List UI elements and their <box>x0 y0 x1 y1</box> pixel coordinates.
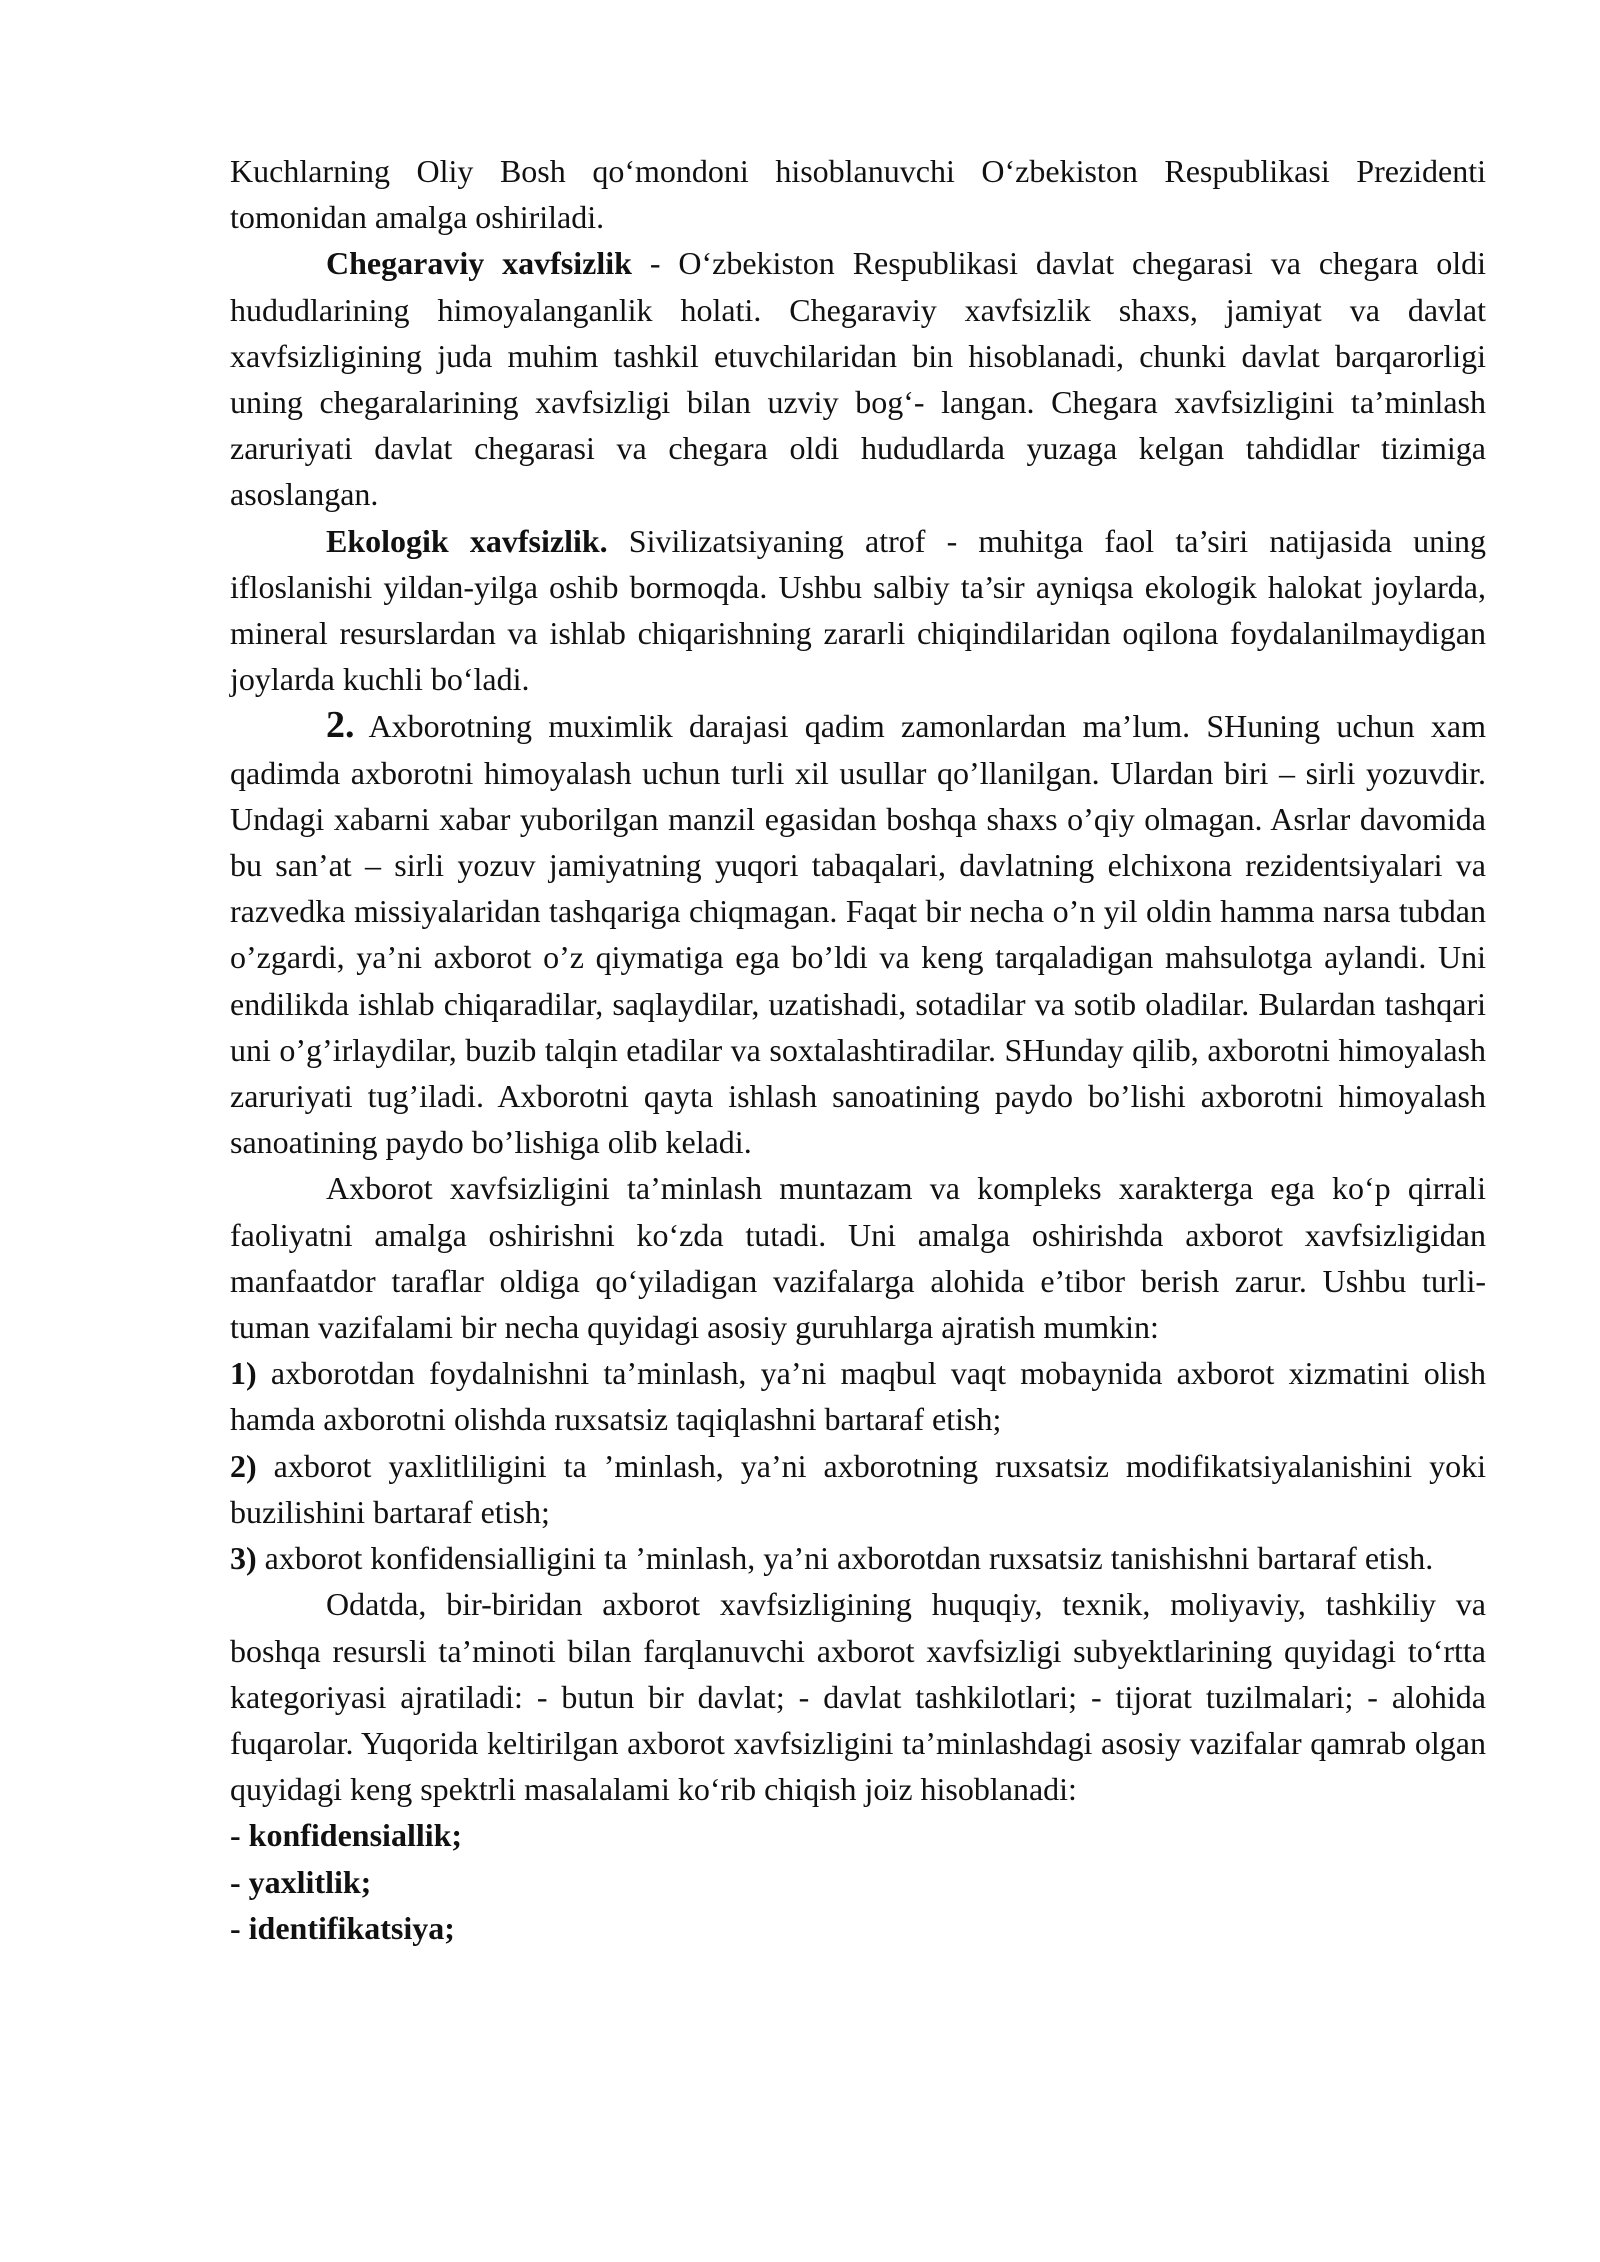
paragraph-border-security <box>230 240 1486 517</box>
bullet-item-integrity <box>230 1859 1486 1905</box>
document-page <box>230 148 1486 1951</box>
paragraph-text: Sivilizatsiyaning atrof - muhitga faol ta’siri natijasida uning ifloslanishi yildan-yilga oshib bormoqda. Ushbu salbiy ta’sir ayniqsa ekologik halokat joylarda, mineral resurslardan va ishlab chiqarishning zararli chiqindilaridan oqilona foydalanilmaydigan joylarda kuchli bo‘ladi. <box>230 522 1487 698</box>
item-text: axborotdan foydalnishni ta’minlash, ya’ni maqbul vaqt mobaynida axborot xizmatini olish hamda axborotni olishda ruxsatsiz taqiqlashni bartaraf etish; <box>230 1355 1486 1438</box>
paragraph-subject-categories <box>230 1581 1486 1812</box>
bullet-text: - identifikatsiya; <box>230 1909 455 1946</box>
paragraph-information-security <box>230 1165 1486 1350</box>
bullet-item-identification <box>230 1905 1486 1951</box>
item-number: 3) <box>230 1540 257 1577</box>
paragraph-text: Kuchlarning Oliy Bosh qo‘mondoni hisoblanuvchi O‘zbekiston Respublikasi Prezidenti tomonidan amalga oshiriladi. <box>230 153 1486 236</box>
paragraph-ecological-security <box>230 518 1486 703</box>
item-number: 1) <box>230 1355 257 1392</box>
numbered-item-2 <box>230 1443 1486 1535</box>
section-number: 2. <box>326 704 355 747</box>
item-text: axborot konfidensialligini ta ’minlash, ya’ni axborotdan ruxsatsiz tanishishni bartaraf etish. <box>256 1540 1434 1577</box>
term-border-security: Chegaraviy xavfsizlik <box>326 245 632 282</box>
paragraph-continuation <box>230 148 1486 240</box>
bullet-text: - yaxlitlik; <box>230 1863 372 1900</box>
paragraph-text: Axborotning muximlik darajasi qadim zamonlardan ma’lum. SHuning uchun xam qadimda axborotni himoyalash uchun turli xil usullar qo’llanilgan. Ulardan biri – sirli yozuvdir. Undagi xabarni xabar yuborilgan manzil egasidan boshqa shaxs o’qiy olmagan. Asrlar davomida bu san’at – sirli yozuv jamiyatning yuqori tabaqalari, davlatning elchixona rezidentsiyalari va razvedka missiyalaridan tashqariga chiqmagan. Faqat bir necha o’n yil oldin hamma narsa tubdan o’zgardi, ya’ni axborot o’z qiymatiga ega bo’ldi va keng tarqaladigan mahsulotga aylandi. Uni endilikda ishlab chiqaradilar, saqlaydilar, uzatishadi, sotadilar va sotib oladilar. Bulardan tashqari uni o’g’irlaydilar, buzib talqin etadilar va soxtalashtiradilar. SHunday qilib, axborotni himoyalash zaruriyati tug’iladi. Axborotni qayta ishlash sanoatining paydo bo’lishi axborotni himoyalash sanoatining paydo bo’lishiga olib keladi. <box>230 708 1486 1161</box>
item-number: 2) <box>230 1447 257 1484</box>
item-text: axborot yaxlitliligini ta ’minlash, ya’ni axborotning ruxsatsiz modifikatsiyalanishini yoki buzilishini bartaraf etish; <box>230 1447 1486 1530</box>
numbered-item-1 <box>230 1350 1486 1442</box>
bullet-item-confidentiality <box>230 1812 1486 1858</box>
paragraph-section-2 <box>230 702 1486 1165</box>
numbered-item-3 <box>230 1535 1486 1581</box>
term-ecological-security: Ekologik xavfsizlik. <box>326 522 608 559</box>
paragraph-text: Axborot xavfsizligini ta’minlash muntazam va kompleks xarakterga ega ko‘p qirrali faoliyatni amalga oshirishni ko‘zda tutadi. Uni amalga oshirishda axborot xavfsizligidan manfaatdor taraflar oldiga qo‘yiladigan vazifalarga alohida e’tibor berish zarur. Ushbu turli-tuman vazifalami bir necha quyidagi asosiy guruhlarga ajratish mumkin: <box>230 1170 1486 1346</box>
paragraph-text: Odatda, bir-biridan axborot xavfsizligining huquqiy, texnik, moliyaviy, tashkiliy va boshqa resursli ta’minoti bilan farqlanuvchi axborot xavfsizligi subyektlarining quyidagi to‘rtta kategoriyasi ajratiladi: - butun bir davlat; - davlat tashkilotlari; - tijorat tuzilmalari; - alohida fuqarolar. Yuqorida keltirilgan axborot xavfsizligini ta’minlashdagi asosiy vazifalar qamrab olgan quyidagi keng spektrli masalalami ko‘rib chiqish joiz hisoblanadi: <box>230 1586 1486 1808</box>
paragraph-text: - O‘zbekiston Respublikasi davlat chegarasi va chegara oldi hududlarining himoyalanganlik holati. Chegaraviy xavfsizlik shaxs, jamiyat va davlat xavfsizligining juda muhim tashkil etuvchilaridan bin hisoblanadi, chunki davlat barqarorligi uning chegaralarining xavfsizligi bilan uzviy bog‘- langan. Chegara xavfsizligini ta’minlash zaruriyati davlat chegarasi va chegara oldi hududlarda yuzaga kelgan tahdidlar tizimiga asoslangan. <box>230 245 1487 513</box>
bullet-text: - konfidensiallik; <box>230 1817 463 1854</box>
